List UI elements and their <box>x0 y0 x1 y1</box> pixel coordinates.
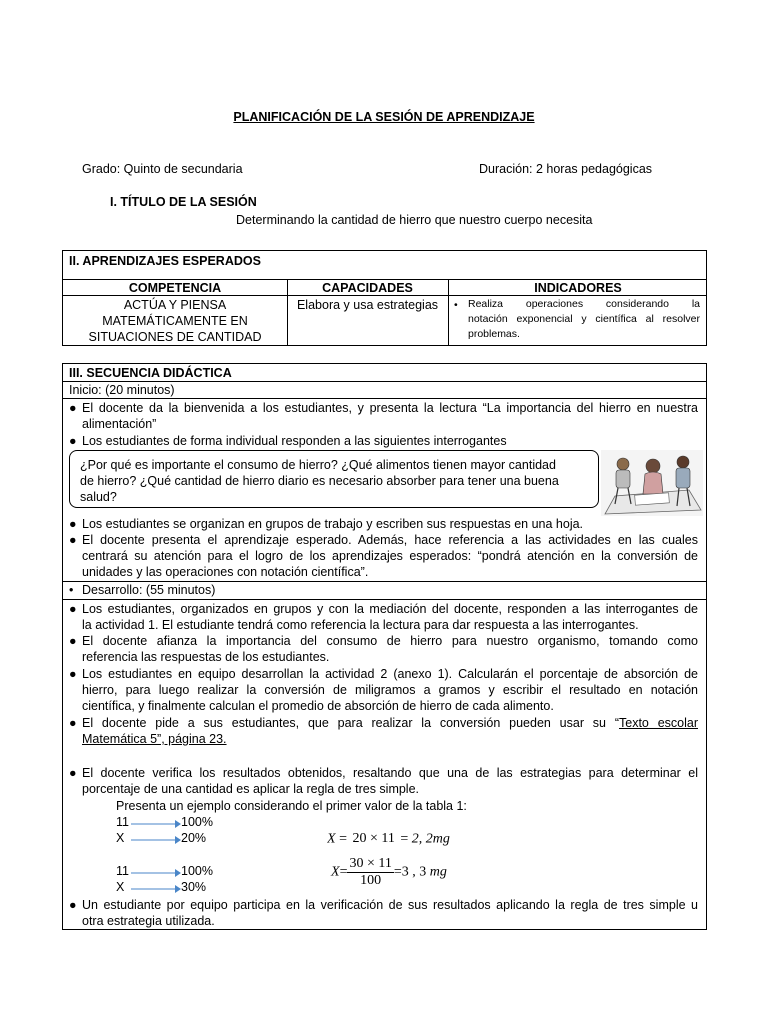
formula-2: X= $\frac{30 \times 11}{100}$ =3 , 3 mg <box>331 856 447 888</box>
ex1-value: 11 <box>116 815 129 829</box>
list-item: ● El docente afianza la importancia del consumo de hierro para nuestro organismo, tomando como referencia las respuestas de los estudiantes. <box>69 634 698 664</box>
section1-heading: I. TÍTULO DE LA SESIÓN <box>110 195 257 209</box>
list-item: ● El docente da la bienvenida a los estudiantes, y presenta la lectura “La importancia del hierro en nuestra alimentación” <box>69 401 698 431</box>
capacidad-text: Elabora y usa estrategias <box>296 298 439 312</box>
list-item: ● Los estudiantes se organizan en grupos de trabajo y escriben sus respuestas en una hoja. <box>69 517 584 531</box>
bullet-icon: ● <box>69 533 77 547</box>
desarrollo-label-row <box>69 582 698 598</box>
ex2-value: 11 <box>116 864 129 878</box>
textbook-reference: Texto escolar <box>619 716 698 730</box>
list-item: ● Un estudiante por equipo participa en la verificación de sus resultados aplicando la regla de tres simple u otra estrategia utilizada. <box>69 898 698 928</box>
indicador-line: notación exponencial y científica al resolver <box>468 313 700 325</box>
formula-1: X = 20 × 11 = 2, 2mg <box>327 831 450 846</box>
session-title: Determinando la cantidad de hierro que nuestro cuerpo necesita <box>236 213 593 227</box>
ex1-percent2: 20% <box>181 831 207 845</box>
question-line: de hierro? ¿Qué cantidad de hierro diario es necesario absorber para tener una buena <box>80 474 559 488</box>
inicio-label: Inicio: (20 minutos) <box>69 383 175 397</box>
competencia-line: SITUACIONES DE CANTIDAD <box>88 330 262 344</box>
document-title: PLANIFICACIÓN DE LA SESIÓN DE APRENDIZAJE <box>233 110 535 124</box>
col-capacidades: CAPACIDADES <box>322 281 413 295</box>
question-box <box>69 450 599 508</box>
bullet-icon: • <box>454 299 458 311</box>
bullet-icon: ● <box>69 667 77 681</box>
col-indicadores: INDICADORES <box>534 281 622 295</box>
aprendizajes-table <box>62 250 707 346</box>
arrow-icon <box>129 865 181 895</box>
list-item: ● El docente presenta el aprendizaje esperado. Además, hace referencia a las actividades en las cuales centrará su atención para el logro de los aprendizajes esperados: “pondrá atención en la conversión de unidades y las operaciones con notación científica”. <box>69 533 698 579</box>
students-illustration-icon <box>601 450 703 516</box>
list-item: ● Los estudiantes en equipo desarrollan la actividad 2 (anexo 1). Calcularán el porcentaje de absorción de hierro, para luego realizar la conversión de miligramos a gramos y escribir el resultado en notación científica, y finalmente calculan el promedio de absorción de hierro de cada alimento. <box>69 667 698 713</box>
ex2-percent2: 30% <box>181 880 207 894</box>
competencia-line: ACTÚA Y PIENSA <box>123 298 227 312</box>
ex1-unknown: X <box>116 831 125 845</box>
question-line: salud? <box>80 490 117 504</box>
list-item: ● El docente pide a sus estudiantes, que para realizar la conversión pueden usar su “Texto escolar Matemática 5”, página 23. <box>69 716 698 746</box>
ex1-percent: 100% <box>181 815 213 829</box>
list-item: ● Los estudiantes, organizados en grupos y con la mediación del docente, responden a las interrogantes de la actividad 1. El estudiante tendrá como referencia la lectura para dar respuesta a las interrogantes. <box>69 602 698 632</box>
list-item: ● Los estudiantes de forma individual responden a las siguientes interrogantes <box>69 434 507 448</box>
bullet-icon: ● <box>69 766 77 780</box>
ejemplo-text: Presenta un ejemplo considerando el primer valor de la tabla 1: <box>116 799 467 813</box>
aprendizajes-heading: II. APRENDIZAJES ESPERADOS <box>69 254 261 268</box>
indicador-line: problemas. <box>468 328 520 340</box>
competencia-line: MATEMÁTICAMENTE EN <box>102 314 248 328</box>
ex2-unknown: X <box>116 880 125 894</box>
desarrollo-label: Desarrollo: (55 minutos) <box>82 583 216 597</box>
list-item: ● El docente verifica los resultados obtenidos, resaltando que una de las estrategias para determinar el porcentaje de una cantidad es aplicar la regla de tres simple. <box>69 766 698 796</box>
grado-label: Grado: Quinto de secundaria <box>82 162 243 176</box>
bullet-icon: ● <box>69 716 77 730</box>
bullet-icon: ● <box>69 898 77 912</box>
bullet-icon: • <box>69 583 74 597</box>
indicador-line: Realiza operaciones considerando la <box>468 298 700 310</box>
secuencia-heading: III. SECUENCIA DIDÁCTICA <box>69 366 232 380</box>
bullet-icon: ● <box>69 434 77 448</box>
bullet-icon: ● <box>69 602 77 616</box>
question-line: ¿Por qué es importante el consumo de hierro? ¿Qué alimentos tienen mayor cantidad <box>80 458 556 472</box>
arrow-icon <box>129 816 181 846</box>
bullet-icon: ● <box>69 634 77 648</box>
bullet-icon: ● <box>69 517 77 531</box>
secuencia-table <box>62 363 707 930</box>
ex2-percent: 100% <box>181 864 213 878</box>
col-competencia: COMPETENCIA <box>128 281 222 295</box>
textbook-reference: Matemática 5”, página 23. <box>82 732 227 746</box>
duracion-label: Duración: 2 horas pedagógicas <box>479 162 653 176</box>
bullet-icon: ● <box>69 401 77 415</box>
